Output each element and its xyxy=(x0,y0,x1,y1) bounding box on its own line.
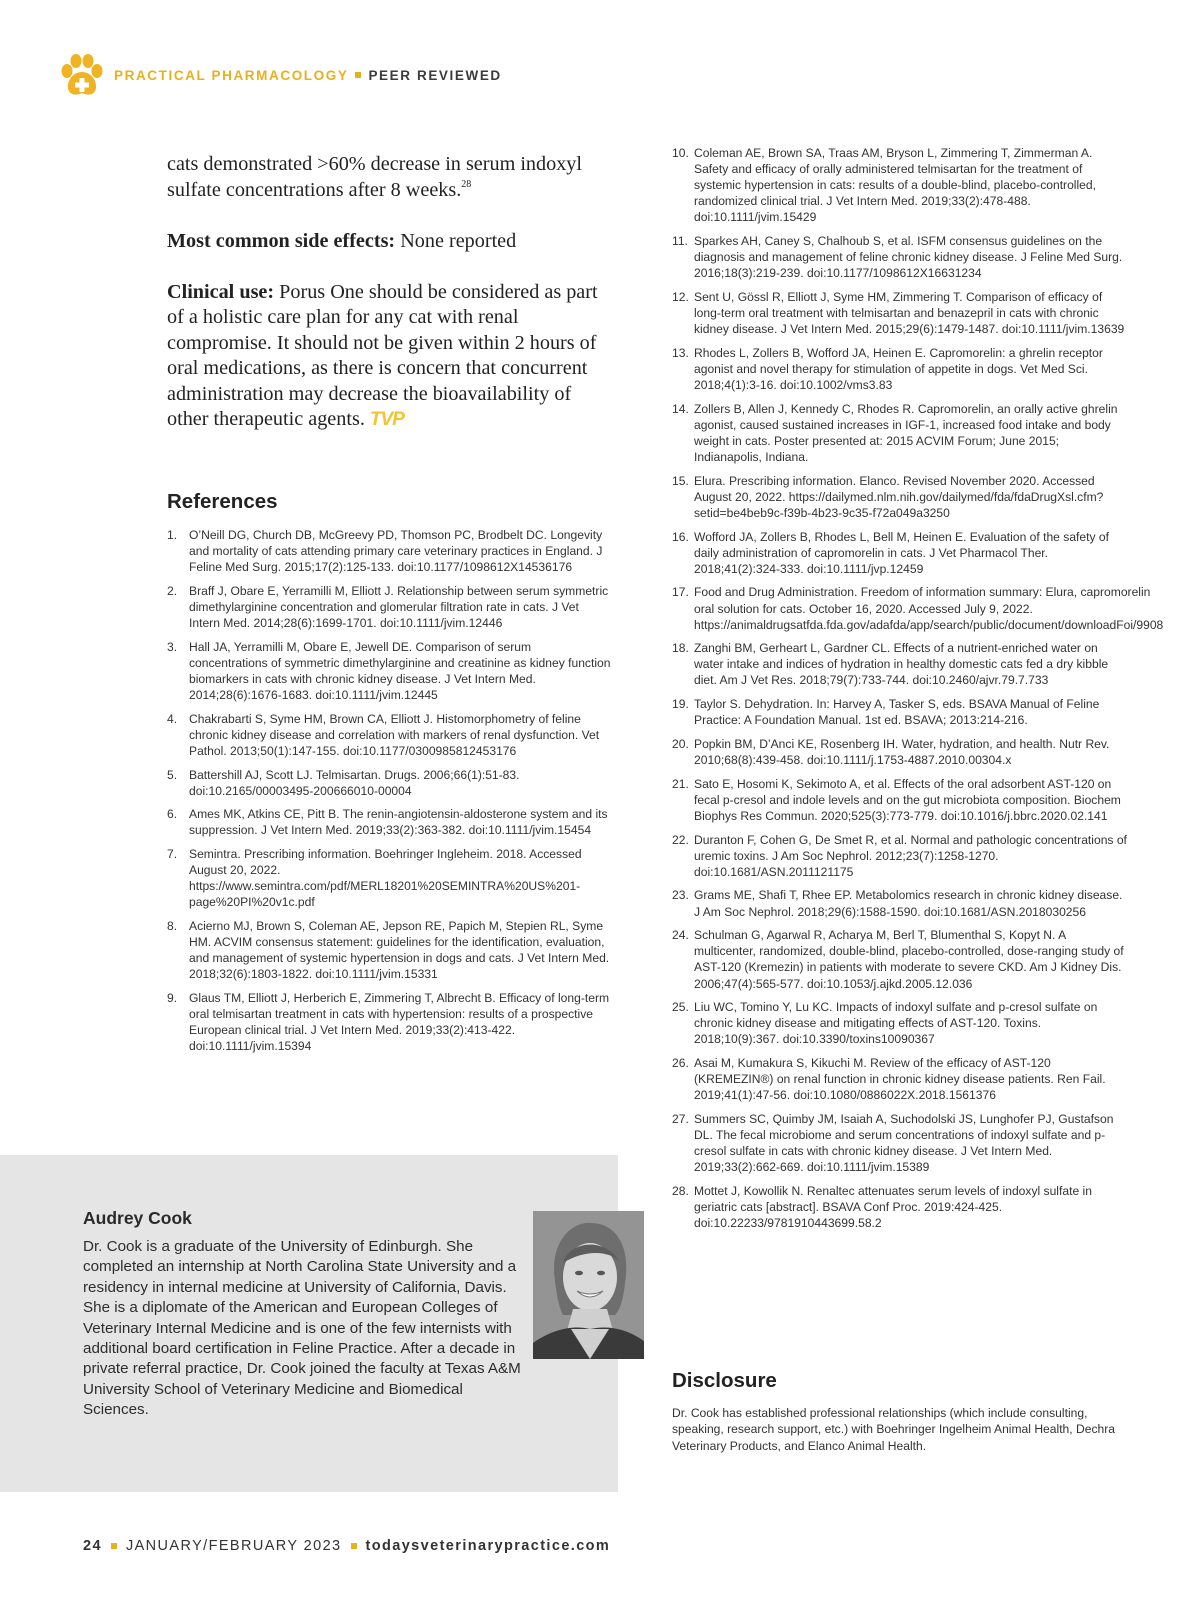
reference-text: Summers SC, Quimby JM, Isaiah A, Suchodolski JS, Lunghofer PJ, Gustafson DL. The fecal microbiome and serum concentrations of indoxyl sulfate and p-cresol sulfate in cats with chronic kidney disease. J Vet Intern Med. 2019;33(2):662-669. doi:10.1111/jvim.15389 xyxy=(694,1111,1114,1175)
reference-item xyxy=(672,927,1127,991)
reference-number: 16. xyxy=(672,529,689,544)
reference-item xyxy=(672,145,1127,225)
reference-item xyxy=(672,1111,1127,1175)
reference-item xyxy=(672,345,1127,393)
reference-number: 23. xyxy=(672,888,689,903)
reference-item xyxy=(672,584,1164,632)
author-photo xyxy=(533,1211,644,1359)
page-footer xyxy=(83,1538,610,1554)
reference-number: 22. xyxy=(672,832,689,847)
reference-text: Grams ME, Shafi T, Rhee EP. Metabolomics research in chronic kidney disease. J Am Soc Nephrol. 2018;29(6):1588-1590. doi:10.1681/ASN.2018030256 xyxy=(694,888,1123,919)
reference-text: Semintra. Prescribing information. Boehringer Ingleheim. 2018. Accessed August 20, 2022. https://www.semintra.com/pdf/MERL18201%20SEMINTRA%20US%201-page%20PI%20v1c.pdf xyxy=(189,847,582,910)
reference-item xyxy=(672,736,1127,768)
reference-number: 18. xyxy=(672,641,689,656)
reference-text: Schulman G, Agarwal R, Acharya M, Berl T, Blumenthal S, Kopyt N. A multicenter, randomized, double-blind, placebo-controlled, dose-ranging study of AST-120 (Kremezin) in patients with moderate to severe CKD. Am J Kidney Dis. 2006;47(4):565-577. doi:10.1053/j.ajkd.2005.12.036 xyxy=(694,928,1124,991)
reference-item xyxy=(167,527,612,575)
reference-text: Asai M, Kumakura S, Kikuchi M. Review of the efficacy of AST-120 (KREMEZIN®) on renal function in chronic kidney disease patients. Ren Fail. 2019;41(1):47-56. doi:10.1080/0886022X.2018.1561376 xyxy=(694,1056,1106,1103)
disclosure-heading: Disclosure xyxy=(672,1369,777,1392)
reference-item xyxy=(672,999,1127,1047)
reference-number: 26. xyxy=(672,1056,689,1071)
reference-text: Sato E, Hosomi K, Sekimoto A, et al. Effects of the oral adsorbent AST-120 on fecal p-cresol and indole levels and on the gut microbiota composition. Biochem Biophys Res Commun. 2020;525(3):773-779. doi:10.1016/j.bbrc.2020.02.141 xyxy=(694,776,1121,823)
reference-number: 28. xyxy=(672,1183,689,1198)
clinical-use-paragraph xyxy=(167,280,617,433)
reference-text: Chakrabarti S, Syme HM, Brown CA, Elliott J. Histomorphometry of feline chronic kidney disease and correlation with markers of renal dysfunction. Vet Pathol. 2013;50(1):147-155. doi:10.1177/0300985812453176 xyxy=(189,711,600,758)
reference-number: 24. xyxy=(672,928,689,943)
clinical-use-label: Clinical use: xyxy=(167,280,275,303)
reference-number: 25. xyxy=(672,1000,689,1015)
reference-number: 8. xyxy=(167,919,178,934)
side-effects-text: None reported xyxy=(395,229,517,252)
reference-text: O’Neill DG, Church DB, McGreevy PD, Thomson PC, Brodbelt DC. Longevity and mortality of cats attending primary care veterinary practices in England. J Feline Med Surg. 2015;17(2):125-133. doi:10.1177/1098612X14536176 xyxy=(189,528,603,575)
reference-text: Wofford JA, Zollers B, Rhodes L, Bell M, Heinen E. Evaluation of the safety of daily administration of capromorelin in cats. J Vet Pharmacol Ther. 2018;41(2):324-333. doi:10.1111/jvp.12459 xyxy=(694,529,1109,576)
reference-number: 7. xyxy=(167,847,178,862)
reference-number: 19. xyxy=(672,697,689,712)
reference-text: Zollers B, Allen J, Kennedy C, Rhodes R. Capromorelin, an orally active ghrelin agonist, caused sustained increases in IGF-1, increased food intake and body weight in cats. Poster presented at: 2015 ACVIM Forum; June 2015; Indianapolis, Indiana. xyxy=(694,401,1118,464)
reference-number: 21. xyxy=(672,776,689,791)
reference-text: Battershill AJ, Scott LJ. Telmisartan. Drugs. 2006;66(1):51-83. doi:10.2165/00003495-200666010-00004 xyxy=(189,767,520,798)
reference-text: Glaus TM, Elliott J, Herberich E, Zimmering T, Albrecht B. Efficacy of long-term oral telmisartan treatment in cats with hypertension: results of a prospective European clinical trial. J Vet Intern Med. 2019;33(2):413-422. doi:10.1111/jvim.15394 xyxy=(189,991,610,1054)
reference-item xyxy=(167,711,612,759)
reference-text: Mottet J, Kowollik N. Renaltec attenuates serum levels of indoxyl sulfate in geriatric cats [abstract]. BSAVA Conf Proc. 2019:424-425. doi:10.22233/9781910443699.58.2 xyxy=(694,1183,1092,1231)
reference-item xyxy=(672,696,1127,728)
reference-item xyxy=(672,233,1127,281)
reference-number: 9. xyxy=(167,991,178,1006)
reference-item xyxy=(672,887,1127,919)
reference-number: 11. xyxy=(672,234,688,249)
reference-number: 27. xyxy=(672,1111,689,1126)
section-label xyxy=(114,68,502,83)
references-list-left xyxy=(167,527,612,1062)
reference-number: 1. xyxy=(167,528,178,542)
reference-text: Duranton F, Cohen G, De Smet R, et al. Normal and pathologic concentrations of uremic toxins. J Am Soc Nephrol. 2012;23(7):1258-1270. doi:10.1681/ASN.2011121175 xyxy=(694,832,1127,879)
reference-text: Acierno MJ, Brown S, Coleman AE, Jepson RE, Papich M, Stepien RL, Syme HM. ACVIM consensus statement: guidelines for the identification, evaluation, and management of systemic hypertension in dogs and cats. J Vet Intern Med. 2018;32(6):1803-1822. doi:10.1111/jvim.15331 xyxy=(189,919,610,982)
reference-text: Rhodes L, Zollers B, Wofford JA, Heinen E. Capromorelin: a ghrelin receptor agonist and novel therapy for stimulation of appetite in dogs. Vet Med Sci. 2018;4(1):3-16. doi:10.1002/vms3.83 xyxy=(694,345,1103,392)
reference-text: Zanghi BM, Gerheart L, Gardner CL. Effects of a nutrient-enriched water on water intake and indices of hydration in healthy domestic cats fed a dry kibble diet. Am J Vet Res. 2018;79(7):733-744. doi:10.2460/ajvr.79.7.733 xyxy=(694,641,1109,688)
reference-number: 10. xyxy=(672,146,689,160)
reference-text: Sparkes AH, Caney S, Chalhoub S, et al. ISFM consensus guidelines on the diagnosis and management of feline chronic kidney disease. J Feline Med Surg. 2016;18(3):219-239. doi:10.1177/1098612X16631234 xyxy=(694,234,1123,281)
tvp-end-mark: TVP xyxy=(369,409,404,430)
clinical-use-text: Porus One should be considered as part of a holistic care plan for any cat with renal compromise. It should not be given within 2 hours of oral medications, as there is concern that concurrent administration may decrease the bioavailability of other therapeutic agents. xyxy=(167,280,598,430)
reference-number: 20. xyxy=(672,736,689,751)
side-effects-paragraph xyxy=(167,229,617,255)
website-link[interactable]: todaysveterinarypractice.com xyxy=(365,1538,611,1554)
intro-paragraph xyxy=(167,152,617,203)
reference-text: Popkin BM, D’Anci KE, Rosenberg IH. Water, hydration, and health. Nutr Rev. 2010;68(8):439-458. doi:10.1111/j.1753-4887.2010.00304.x xyxy=(694,736,1110,768)
footer-separator xyxy=(351,1543,357,1549)
separator-square xyxy=(355,72,361,78)
side-effects-label: Most common side effects: xyxy=(167,229,396,252)
author-bio: Dr. Cook is a graduate of the University of Edinburgh. She completed an internship at North Carolina State University and a residency in internal medicine at University of California, Davis. She is a diplomate of the American and European Colleges of Veterinary Internal Medicine and is one of the few internists with additional board certification in Feline Practice. After a decade in private referral practice, Dr. Cook joined the faculty at Texas A&M University School of Veterinary Medicine and Biomedical Sciences. xyxy=(83,1238,521,1419)
reference-number: 12. xyxy=(672,289,689,304)
issue-date: JANUARY/FEBRUARY 2023 xyxy=(125,1538,342,1554)
reference-text: Hall JA, Yerramilli M, Obare E, Jewell DE. Comparison of serum concentrations of symmetric dimethylarginine and creatinine as kidney function biomarkers in cats with chronic kidney disease. J Vet Intern Med. 2014;28(6):1676-1683. doi:10.1111/jvim.12445 xyxy=(189,639,611,703)
reference-number: 4. xyxy=(167,711,178,726)
reference-text: Food and Drug Administration. Freedom of information summary: Elura, capromorelin oral solution for cats. October 16, 2020. Accessed July 9, 2022. https://animaldrugsatfda.fda.gov/adafda/app/search/public/document/downloadFoi/9908 xyxy=(694,585,1164,632)
reference-item xyxy=(672,473,1127,521)
reference-item xyxy=(672,529,1127,577)
reference-number: 14. xyxy=(672,401,689,416)
section-header xyxy=(58,52,502,98)
references-heading: References xyxy=(167,490,278,513)
section-name: PRACTICAL PHARMACOLOGY xyxy=(114,67,349,83)
reference-item xyxy=(672,640,1127,688)
reference-item xyxy=(672,832,1127,880)
reference-text: Taylor S. Dehydration. In: Harvey A, Tasker S, eds. BSAVA Manual of Feline Practice: A Foundation Manual. 1st ed. BSAVA; 2013:214-216. xyxy=(694,697,1100,728)
reference-item xyxy=(672,401,1127,465)
disclosure-text: Dr. Cook has established professional relationships (which include consulting, speaking, research support, etc.) with Boehringer Ingelheim Animal Health, Dechra Veterinary Products, and Elanco Animal Health. xyxy=(672,1406,1115,1453)
reference-item xyxy=(167,990,612,1054)
reference-text: Liu WC, Tomino Y, Lu KC. Impacts of indoxyl sulfate and p-cresol sulfate on chronic kidney disease and mitigating effects of AST-120. Toxins. 2018;10(9):367. doi:10.3390/toxins10090367 xyxy=(694,1000,1098,1047)
reference-number: 17. xyxy=(672,585,689,600)
reference-number: 2. xyxy=(167,583,178,598)
footer-separator xyxy=(111,1543,117,1549)
reference-item xyxy=(167,583,612,631)
reference-item xyxy=(167,846,612,910)
reference-number: 6. xyxy=(167,807,178,822)
reference-text: Ames MK, Atkins CE, Pitt B. The renin-angiotensin-aldosterone system and its suppression. J Vet Intern Med. 2019;33(2):363-382. doi:10.1111/jvim.15454 xyxy=(189,807,608,838)
reference-text: Braff J, Obare E, Yerramilli M, Elliott J. Relationship between serum symmetric dimethylarginine concentration and glomerular filtration rate in cats. J Vet Intern Med. 2014;28(6):1699-1701. doi:10.1111/jvim.12446 xyxy=(189,583,609,631)
reference-item xyxy=(167,806,612,838)
references-list-right xyxy=(672,145,1164,1239)
reference-item xyxy=(167,767,612,799)
article-body xyxy=(167,152,617,458)
peer-reviewed-tag: PEER REVIEWED xyxy=(368,67,502,83)
citation-superscript: 28 xyxy=(461,178,472,190)
author-name: Audrey Cook xyxy=(83,1208,192,1228)
page-number: 24 xyxy=(83,1538,102,1554)
reference-number: 13. xyxy=(672,345,689,360)
reference-text: Sent U, Gössl R, Elliott J, Syme HM, Zimmering T. Comparison of efficacy of long-term oral treatment with telmisartan and benazepril in cats with chronic kidney disease. J Vet Intern Med. 2015;29(6):1479-1487. doi:10.1111/jvim.13639 xyxy=(694,289,1125,337)
reference-text: Elura. Prescribing information. Elanco. Revised November 2020. Accessed August 20, 2022. https://dailymed.nlm.nih.gov/dailymed/fda/fdaDrugXsl.cfm?setid=be4beb9c-f39b-4b23-9c35-f72a049a3250 xyxy=(694,473,1104,520)
reference-item xyxy=(167,918,612,982)
reference-number: 3. xyxy=(167,639,178,654)
reference-text: Coleman AE, Brown SA, Traas AM, Bryson L, Zimmering T, Zimmerman A. Safety and efficacy of orally administered telmisartan for the treatment of systemic hypertension in cats: results of a double-blind, placebo-controlled, randomized clinical trial. J Vet Intern Med. 2019;33(2):478-488. doi:10.1111/jvim.15429 xyxy=(694,146,1096,225)
reference-number: 5. xyxy=(167,767,178,782)
reference-number: 15. xyxy=(672,473,689,488)
intro-text: cats demonstrated >60% decrease in serum indoxyl sulfate concentrations after 8 weeks. xyxy=(167,153,583,201)
paw-plus-icon xyxy=(58,52,106,98)
reference-item xyxy=(672,1055,1127,1103)
reference-item xyxy=(167,639,612,703)
reference-item xyxy=(672,1183,1127,1231)
reference-item xyxy=(672,289,1127,337)
reference-item xyxy=(672,776,1127,824)
